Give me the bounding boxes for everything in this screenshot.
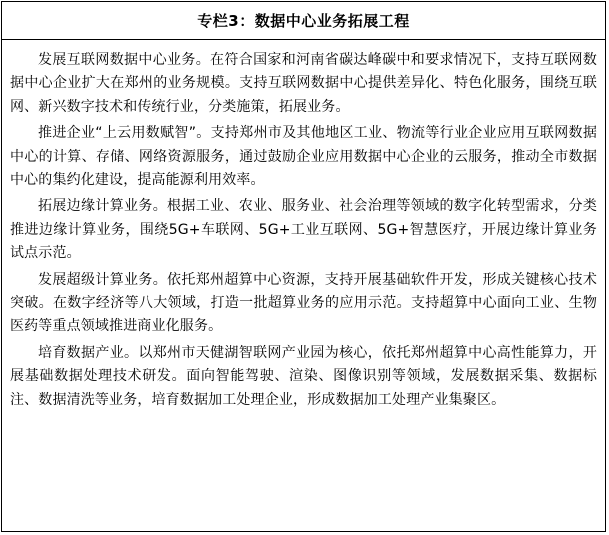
paragraph-data-industry: 培育数据产业。以郑州市天健湖智联网产业园为核心，依托郑州超算中心高性能算力，开展基础数据处理技术研发。面向智能驾驶、渲染、图像识别等领域，发展数据采集、数据标注、数据清洗等业务，培育数据加工处理企业，形成数据加工处理产业集聚区。 [10, 344, 597, 408]
paragraph-edge-computing: 拓展边缘计算业务。根据工业、农业、服务业、社会治理等领域的数字化转型需求，分类推进边缘计算业务，围绕5G+车联网、5G+工业互联网、5G+智慧医疗，开展边缘计算业务试点示范。 [10, 198, 597, 262]
paragraph-cloud-adoption: 推进企业“上云用数赋智”。支持郑州市及其他地区工业、物流等行业企业应用互联网数据中心的计算、存储、网络资源服务，通过鼓励企业应用数据中心企业的云服务，推动全市数据中心的集约化建设，提高能源利用效率。 [10, 125, 597, 189]
column-box [1, 1, 606, 532]
paragraph-idc-business: 发展互联网数据中心业务。在符合国家和河南省碳达峰碳中和要求情况下，支持互联网数据中心企业扩大在郑州的业务规模。支持互联网数据中心提供差异化、特色化服务，围绕互联网、新兴数字技术和传统行业，分类施策，拓展业务。 [10, 52, 597, 115]
paragraph-supercomputing: 发展超级计算业务。依托郑州超算中心资源，支持开展基础软件开发，形成关键核心技术突破。在数字经济等八大领域，打造一批超算业务的应用示范。支持超算中心面向工业、生物医药等重点领域推进商业化服务。 [10, 271, 597, 335]
column-body [2, 40, 605, 412]
column-title: 专栏3：数据中心业务拓展工程 [2, 2, 605, 40]
